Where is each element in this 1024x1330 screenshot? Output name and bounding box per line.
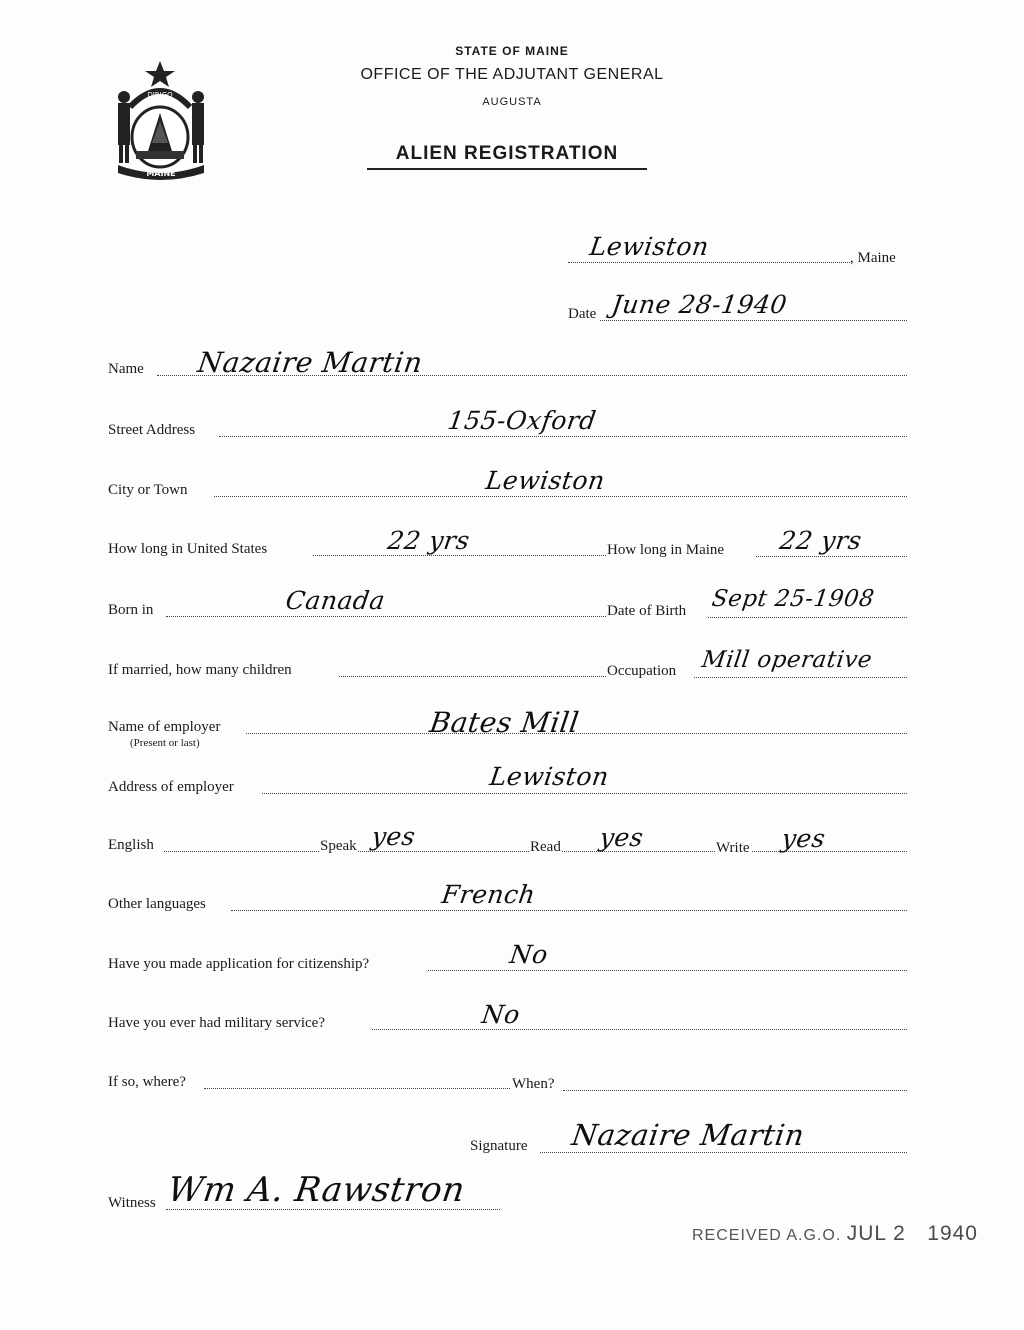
born-in-label: Born in [108, 602, 154, 618]
office-heading: OFFICE OF THE ADJUTANT GENERAL [360, 66, 664, 83]
military-label: Have you ever had military service? [108, 1015, 325, 1031]
signature-value: Nazaire Martin [569, 1118, 807, 1152]
when-line [563, 1090, 907, 1091]
born-in-line [166, 616, 606, 617]
where-label: If so, where? [108, 1074, 186, 1090]
english-label: English [108, 837, 154, 853]
street-value: 155-Oxford [445, 406, 599, 435]
stamp-year: 1940 [927, 1222, 978, 1245]
city-heading: AUGUSTA [482, 96, 542, 108]
married-children-label: If married, how many children [108, 662, 292, 678]
employer-address-value: Lewiston [487, 762, 611, 791]
title-underline [367, 168, 647, 170]
write-label: Write [716, 840, 750, 856]
other-languages-value: French [439, 880, 538, 909]
date-of-birth-value: Sept 25-1908 [710, 586, 877, 612]
how-long-maine-value: 22 yrs [777, 526, 864, 555]
born-in-value: Canada [283, 586, 387, 615]
how-long-us-line [313, 555, 606, 556]
date-of-birth-label: Date of Birth [607, 603, 687, 619]
witness-label: Witness [108, 1195, 156, 1211]
speak-label: Speak [320, 838, 357, 854]
form-title: ALIEN REGISTRATION [395, 143, 619, 164]
how-long-maine-line [756, 556, 907, 557]
stamp-received: RECEIVED A.G.O. [692, 1227, 842, 1244]
witness-value: Wm A. Rawstron [165, 1170, 468, 1210]
place-value: Lewiston [587, 232, 711, 261]
city-town-line [214, 496, 907, 497]
street-label: Street Address [108, 422, 196, 438]
stamp-month-day: JUL 2 [846, 1222, 906, 1245]
how-long-us-label: How long in United States [108, 541, 268, 557]
svg-text:MAINE: MAINE [146, 169, 176, 178]
occupation-value: Mill operative [700, 647, 874, 673]
employer-address-label: Address of employer [108, 779, 234, 795]
date-line [600, 320, 907, 321]
maine-label: , Maine [850, 250, 896, 266]
read-value: yes [597, 823, 646, 852]
place-line [568, 262, 850, 263]
other-languages-label: Other languages [108, 896, 206, 912]
state-heading: STATE OF MAINE [455, 44, 569, 58]
military-value: No [479, 1000, 522, 1029]
employer-value: Bates Mill [427, 706, 582, 739]
city-town-value: Lewiston [483, 466, 607, 495]
signature-line [540, 1152, 907, 1153]
name-label: Name [108, 361, 144, 377]
employer-note: (Present or last) [130, 737, 200, 749]
received-stamp [692, 1222, 978, 1246]
date-value: June 28-1940 [609, 290, 789, 319]
how-long-maine-label: How long in Maine [607, 542, 725, 558]
citizenship-value: No [507, 940, 550, 969]
employer-label: Name of employer [108, 719, 221, 735]
occupation-line [694, 677, 907, 678]
read-label: Read [530, 839, 561, 855]
date-of-birth-line [708, 617, 907, 618]
date-label: Date [568, 306, 597, 322]
military-line [372, 1029, 907, 1030]
name-value: Nazaire Martin [195, 346, 425, 379]
signature-label: Signature [470, 1138, 528, 1154]
svg-text:DIRIGO: DIRIGO [147, 91, 173, 99]
where-line [204, 1088, 510, 1089]
citizenship-line [428, 970, 907, 971]
when-label: When? [512, 1076, 555, 1092]
street-line [219, 436, 907, 437]
write-value: yes [779, 824, 828, 853]
speak-value: yes [369, 822, 418, 851]
other-languages-line [231, 910, 907, 911]
citizenship-label: Have you made application for citizenship? [108, 956, 370, 972]
city-town-label: City or Town [108, 482, 188, 498]
employer-address-line [262, 793, 907, 794]
married-children-line [339, 676, 606, 677]
occupation-label: Occupation [607, 663, 677, 679]
how-long-us-value: 22 yrs [385, 526, 472, 555]
